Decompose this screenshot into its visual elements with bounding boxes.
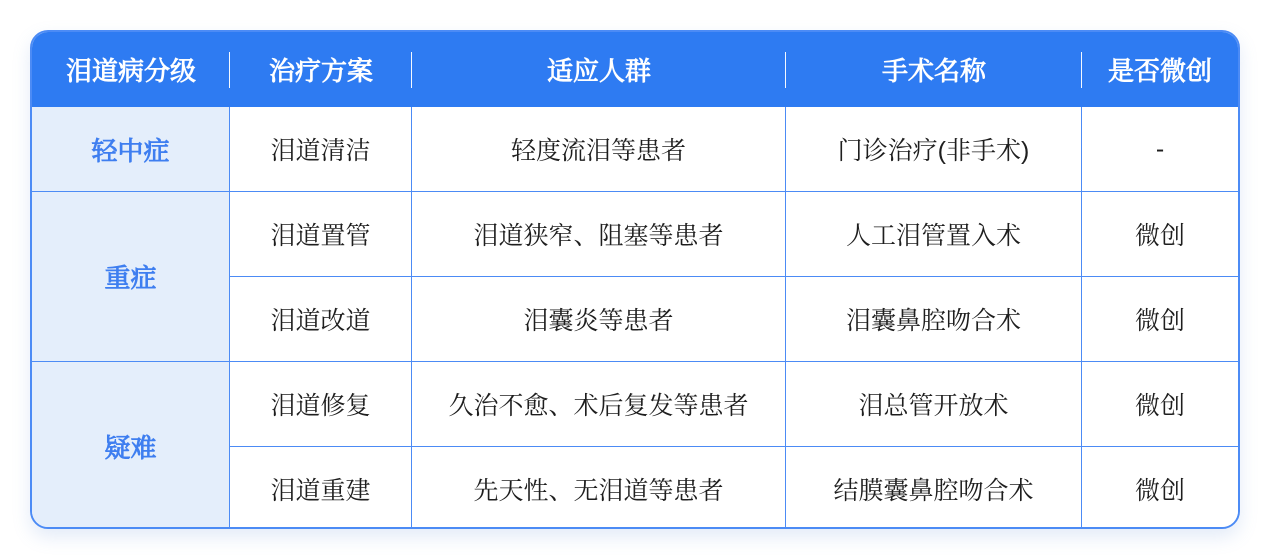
- col-header-minimally-invasive: 是否微创: [1082, 32, 1238, 107]
- invasive-cell: 微创: [1082, 191, 1238, 276]
- col-header-surgery-name: 手术名称: [786, 32, 1082, 107]
- col-header-applicable-population: 适应人群: [412, 32, 786, 107]
- invasive-cell: 微创: [1082, 361, 1238, 446]
- plan-cell: 泪道改道: [230, 276, 412, 361]
- plan-cell: 泪道清洁: [230, 107, 412, 191]
- lacrimal-disease-treatment-table: [30, 30, 1240, 529]
- invasive-cell: -: [1082, 107, 1238, 191]
- col-header-treatment-plan: 治疗方案: [230, 32, 412, 107]
- population-cell: 泪囊炎等患者: [412, 276, 786, 361]
- table-row-difficult-1: [32, 361, 1238, 446]
- grade-cell-severe: 重症: [32, 191, 230, 361]
- header-row: [32, 32, 1238, 107]
- col-header-disease-grade: 泪道病分级: [32, 32, 230, 107]
- table-row-mild: [32, 107, 1238, 191]
- grade-cell-mild-moderate: 轻中症: [32, 107, 230, 191]
- surgery-cell: 结膜囊鼻腔吻合术: [786, 446, 1082, 529]
- invasive-cell: 微创: [1082, 276, 1238, 361]
- surgery-cell: 门诊治疗(非手术): [786, 107, 1082, 191]
- invasive-cell: 微创: [1082, 446, 1238, 529]
- population-cell: 久治不愈、术后复发等患者: [412, 361, 786, 446]
- surgery-cell: 泪总管开放术: [786, 361, 1082, 446]
- population-cell: 泪道狭窄、阻塞等患者: [412, 191, 786, 276]
- table-row-severe-1: [32, 191, 1238, 276]
- population-cell: 轻度流泪等患者: [412, 107, 786, 191]
- surgery-cell: 人工泪管置入术: [786, 191, 1082, 276]
- plan-cell: 泪道修复: [230, 361, 412, 446]
- surgery-cell: 泪囊鼻腔吻合术: [786, 276, 1082, 361]
- plan-cell: 泪道置管: [230, 191, 412, 276]
- plan-cell: 泪道重建: [230, 446, 412, 529]
- data-table: [32, 32, 1238, 529]
- population-cell: 先天性、无泪道等患者: [412, 446, 786, 529]
- grade-cell-difficult: 疑难: [32, 361, 230, 529]
